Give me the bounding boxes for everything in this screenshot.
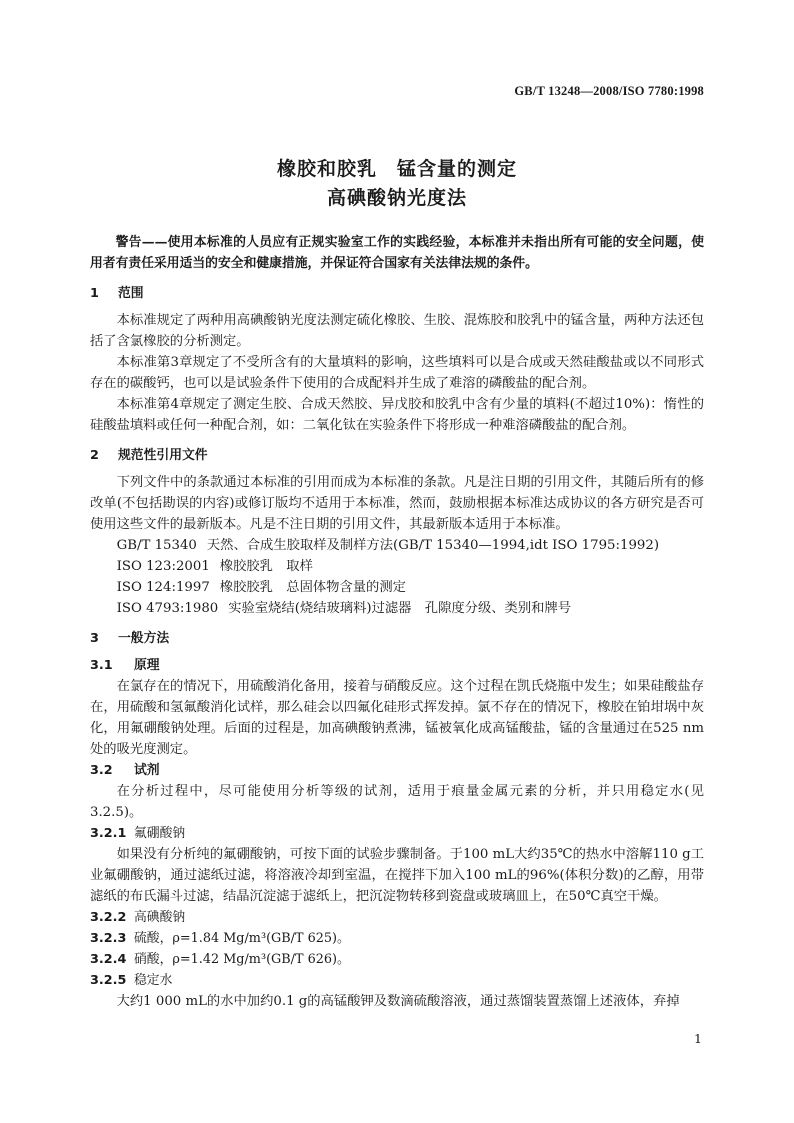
subsection-number: 3.2.1 <box>90 826 127 841</box>
subsection-title: 稳定水 <box>134 973 173 988</box>
section-title: 规范性引用文件 <box>118 448 208 463</box>
title-line-1: 橡胶和胶乳 锰含量的测定 <box>276 158 517 180</box>
subsection-3-2-heading <box>90 760 704 781</box>
paragraph: 本标准规定了两种用高碘酸钠光度法测定硫化橡胶、生胶、混炼胶和胶乳中的锰含量，两种方法还包括了含氯橡胶的分析测定。 <box>90 313 704 349</box>
reference-name: 橡胶胶乳 取样 <box>219 559 313 574</box>
subsection-3-2-3-heading <box>90 928 704 949</box>
reference-code: GB/T 15340 <box>116 538 197 553</box>
reference-code: ISO 124:1997 <box>116 580 210 595</box>
subsection-3-1-heading <box>90 655 704 676</box>
paragraph: 本标准第4章规定了测定生胶、合成天然胶、异戊胶和胶乳中含有少量的填料(不超过10%)：惰性的硅酸盐填料或任何一种配合剂，如：二氧化钛在实验条件下将形成一种难溶磷酸盐的配合剂。 <box>90 397 704 433</box>
paragraph: 大约1 000 mL的水中加约0.1 g的高锰酸钾及数滴硫酸溶液，通过蒸馏装置蒸馏上述液体，弃掉 <box>116 994 680 1009</box>
subsection-title: 硝酸，ρ=1.42 Mg/m³(GB/T 626)。 <box>134 952 350 967</box>
subsection-3-2-5-heading <box>90 970 704 991</box>
document-code: GB/T 13248—2008/ISO 7780:1998 <box>514 84 704 98</box>
reference-item <box>90 577 704 598</box>
paragraph: 如果没有分析纯的氟硼酸钠，可按下面的试验步骤制备。于100 mL大约35℃的热水中溶解110 g工业氟硼酸钠，通过滤纸过滤，将溶液冷却到室温，在搅拌下加入100 mL的96%(体积分数)的乙醇，用带滤纸的布氏漏斗过滤，结晶沉淀滤于滤纸上，把沉淀物转移到瓷盘或玻璃皿上，在50℃真空干燥。 <box>90 847 704 904</box>
subsection-3-2-2-heading <box>90 907 704 928</box>
section-number: 2 <box>90 448 99 463</box>
paragraph: 本标准第3章规定了不受所含有的大量填料的影响，这些填料可以是合成或天然硅酸盐或以不同形式存在的碳酸钙，也可以是试验条件下使用的合成配料并生成了难溶的磷酸盐的配合剂。 <box>90 355 704 391</box>
subsection-title: 高碘酸钠 <box>134 910 186 925</box>
subsection-3-2-4-heading <box>90 949 704 970</box>
subsection-title: 硫酸，ρ=1.84 Mg/m³(GB/T 625)。 <box>134 931 350 946</box>
title-line-2: 高碘酸钠光度法 <box>326 187 467 209</box>
section-2-heading <box>90 445 704 466</box>
reference-name: 天然、合成生胶取样及制样方法(GB/T 15340—1994,idt ISO 1795:1992) <box>206 538 660 553</box>
section-title: 范围 <box>118 286 144 301</box>
subsection-number: 3.1 <box>90 658 113 673</box>
subsection-title: 原理 <box>134 658 160 673</box>
reference-name: 橡胶胶乳 总固体物含量的测定 <box>219 580 406 595</box>
reference-code: ISO 123:2001 <box>116 559 210 574</box>
reference-item <box>90 598 704 619</box>
subsection-number: 3.2.3 <box>90 931 127 946</box>
reference-item <box>90 556 704 577</box>
document-body <box>90 232 704 1012</box>
section-title: 一般方法 <box>118 631 170 646</box>
section-number: 1 <box>90 286 99 301</box>
paragraph: 下列文件中的条款通过本标准的引用而成为本标准的条款。凡是注日期的引用文件，其随后所有的修改单(不包括勘误的内容)或修订版均不适用于本标准，然而，鼓励根据本标准达成协议的各方研究是否可使用这些文件的最新版本。凡是不注日期的引用文件，其最新版本适用于本标准。 <box>90 475 704 532</box>
section-1-heading <box>90 283 704 304</box>
reference-item <box>90 535 704 556</box>
subsection-title: 氟硼酸钠 <box>134 826 186 841</box>
paragraph: 在分析过程中，尽可能使用分析等级的试剂，适用于痕量金属元素的分析，并只用稳定水(见3.2.5)。 <box>90 784 704 820</box>
section-3-heading <box>90 628 704 649</box>
subsection-number: 3.2.4 <box>90 952 127 967</box>
section-number: 3 <box>90 631 99 646</box>
subsection-number: 3.2 <box>90 763 113 778</box>
reference-code: ISO 4793:1980 <box>116 601 219 616</box>
page-number: 1 <box>694 1031 702 1046</box>
paragraph: 在氯存在的情况下，用硫酸消化备用，接着与硝酸反应。这个过程在凯氏烧瓶中发生；如果硅酸盐存在，用硫酸和氢氟酸消化试样，那么硅会以四氟化硅形式挥发掉。氯不存在的情况下，橡胶在铂坩埚中灰化，用氟硼酸钠处理。后面的过程是，加高碘酸钠煮沸，锰被氧化成高锰酸盐，锰的含量通过在525 nm处的吸光度测定。 <box>90 679 704 757</box>
subsection-number: 3.2.5 <box>90 973 127 988</box>
warning-paragraph: 警告——使用本标准的人员应有正规实验室工作的实践经验，本标准并未指出所有可能的安全问题，使用者有责任采用适当的安全和健康措施，并保证符合国家有关法律法规的条件。 <box>90 235 704 271</box>
subsection-3-2-1-heading <box>90 823 704 844</box>
reference-name: 实验室烧结(烧结玻璃料)过滤器 孔隙度分级、类别和牌号 <box>228 601 572 616</box>
subsection-number: 3.2.2 <box>90 910 127 925</box>
subsection-title: 试剂 <box>134 763 160 778</box>
